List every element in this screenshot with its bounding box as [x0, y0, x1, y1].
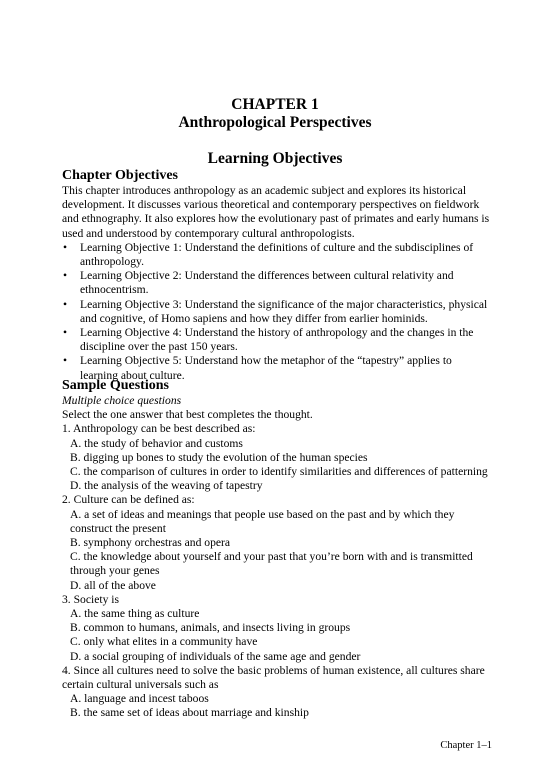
- bullet-icon: •: [63, 354, 68, 368]
- chapter-number: CHAPTER 1: [231, 96, 319, 113]
- question-text: 3. Society is: [62, 592, 120, 606]
- question-4: [62, 664, 492, 721]
- page-footer-label: Chapter 1–1: [440, 740, 492, 751]
- answer-option: B. common to humans, animals, and insects living in groups: [70, 621, 351, 635]
- answer-option: B. symphony orchestras and opera: [70, 536, 231, 550]
- objective-item: [62, 326, 492, 354]
- answer-option: C. the knowledge about yourself and your past that you’re born with and is transmitted through your genes: [70, 550, 473, 578]
- answer-option: D. the analysis of the weaving of tapestry: [70, 479, 263, 493]
- answer-option: A. the same thing as culture: [70, 607, 200, 621]
- question-text: 4. Since all cultures need to solve the basic problems of human existence, all cultures share certain cultural universals such as: [62, 663, 485, 692]
- bullet-icon: •: [63, 326, 68, 340]
- objectives-list: [62, 241, 492, 383]
- bullet-icon: •: [63, 297, 68, 311]
- learning-objectives-heading: Learning Objectives: [207, 150, 343, 167]
- answer-option: C. only what elites in a community have: [70, 635, 258, 649]
- bullet-icon: •: [63, 240, 68, 254]
- answer-option: C. the comparison of cultures in order to identify similarities and differences of patterning: [70, 465, 488, 479]
- objective-item: [62, 298, 492, 326]
- chapter-objectives-section: [62, 168, 492, 383]
- bullet-icon: •: [63, 269, 68, 283]
- sample-questions-section: [62, 378, 492, 721]
- question-instruction: Select the one answer that best completes the thought.: [62, 408, 313, 422]
- objective-text: Learning Objective 4: Understand the history of anthropology and the changes in the discipline over the past 150 years.: [80, 326, 474, 354]
- objective-text: Learning Objective 3: Understand the significance of the major characteristics, physical and cognitive, of Homo sapiens and how they differ from earlier hominids.: [80, 297, 488, 325]
- chapter-heading: [0, 96, 550, 168]
- objective-text: Learning Objective 1: Understand the definitions of culture and the subdisciplines of anthropology.: [80, 240, 474, 269]
- question-text: 2. Culture can be defined as:: [62, 493, 195, 507]
- sample-questions-heading: Sample Questions: [62, 378, 169, 393]
- objective-text: Learning Objective 2: Understand the differences between cultural relativity and ethnocentrism.: [80, 269, 454, 297]
- answer-option: D. all of the above: [70, 578, 156, 592]
- answer-option: A. language and incest taboos: [70, 692, 209, 706]
- question-1: [62, 422, 492, 493]
- answer-option: A. a set of ideas and meanings that people use based on the past and by which they construct the present: [70, 507, 455, 535]
- objective-item: [62, 269, 492, 297]
- chapter-title: Anthropological Perspectives: [178, 114, 372, 131]
- question-2: [62, 493, 492, 592]
- chapter-objectives-intro: This chapter introduces anthropology as an academic subject and explores its historical development. It discusses various theoretical and contemporary perspectives on fieldwork and ethnography. It also explores how the evolutionary past of primates and early humans is used and understood by contemporary cultural anthropologists.: [62, 184, 490, 240]
- answer-option: A. the study of behavior and customs: [70, 436, 243, 450]
- chapter-objectives-heading: Chapter Objectives: [62, 168, 178, 183]
- question-3: [62, 593, 492, 664]
- answer-option: B. digging up bones to study the evolution of the human species: [70, 450, 368, 464]
- question-type-subtitle: Multiple choice questions: [62, 394, 182, 407]
- answer-option: B. the same set of ideas about marriage and kinship: [70, 706, 309, 720]
- answer-option: D. a social grouping of individuals of the same age and gender: [70, 649, 361, 663]
- objective-item: [62, 241, 492, 269]
- objective-text: Learning Objective 5: Understand how the metaphor of the “tapestry” applies to learning about culture.: [80, 354, 452, 382]
- question-text: 1. Anthropology can be best described as:: [62, 422, 256, 436]
